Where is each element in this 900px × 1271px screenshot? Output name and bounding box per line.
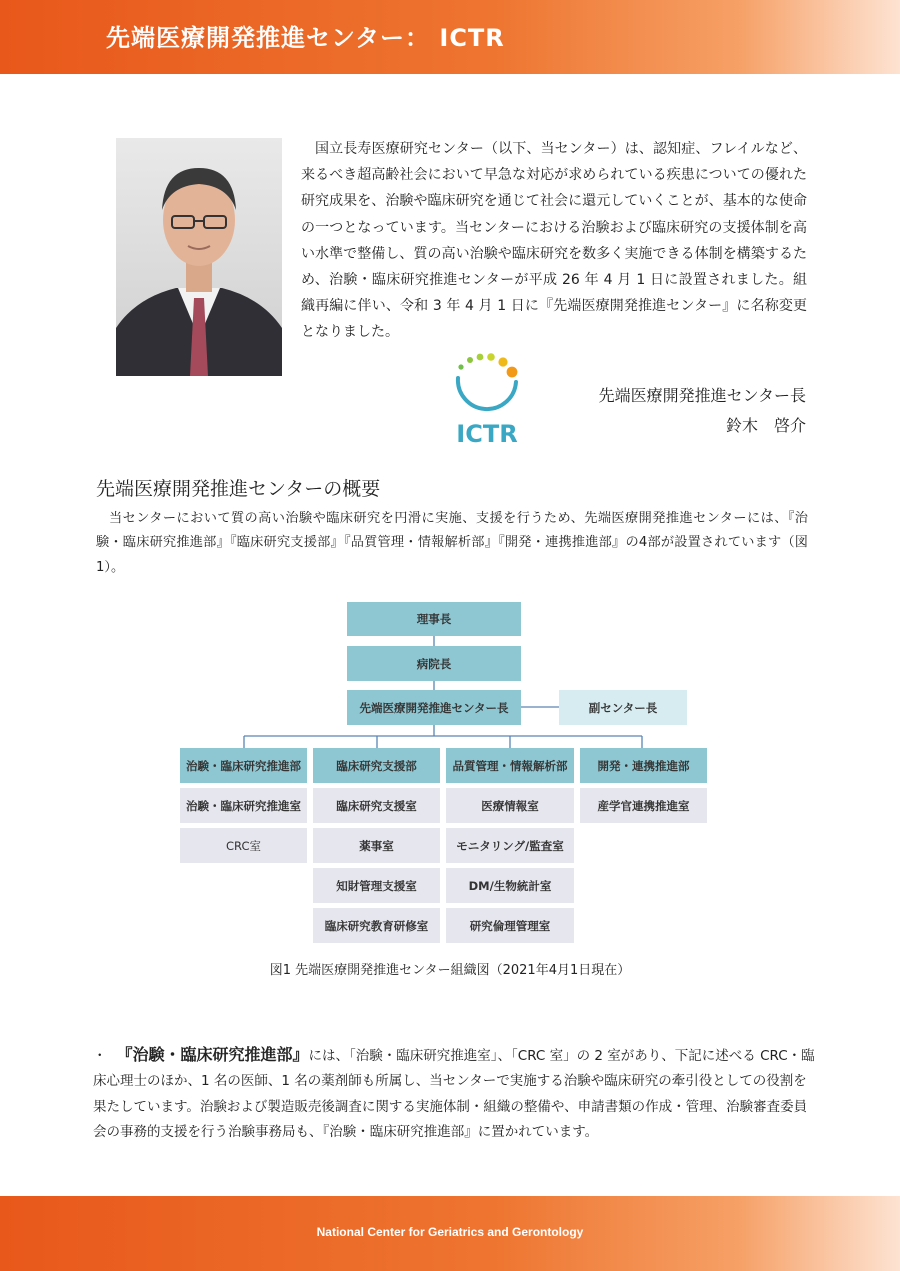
- org-unit-1-2: CRC室: [180, 828, 307, 863]
- org-unit-3-4: 研究倫理管理室: [446, 908, 574, 943]
- overview-title: 先端医療開発推進センターの概要: [96, 478, 381, 500]
- footer-text: National Center for Geriatrics and Gerontology: [316, 1225, 584, 1239]
- org-box-center-director: 先端医療開発推進センター長: [347, 690, 521, 725]
- org-chart-caption: 図1 先端医療開発推進センター組織図（2021年4月1日現在）: [269, 963, 631, 978]
- bullet-marker: ・: [93, 1048, 107, 1064]
- org-unit-2-1: 臨床研究支援室: [313, 788, 440, 823]
- org-unit-3-2: モニタリング/監査室: [446, 828, 574, 863]
- org-unit-3-3: DM/生物統計室: [446, 868, 574, 903]
- header-title: 先端医療開発推進センター： ICTR: [106, 24, 505, 52]
- org-dept-4: 開発・連携推進部: [580, 748, 707, 783]
- bullet-text: には、「治験・臨床研究推進室」、「CRC 室」の 2 室があり、下記に述べる CRC・臨床心理士のほか、1 名の医師、1 名の薬剤師も所属し、当センターで実施する治験や臨床研究の牽引役としての役割を果たしています。治験および製造販売後調査に関する実施体制・組織の整備や、申請書類の作成・管理、治験審査委員会の事務的支援を行う治験事務局も、『治験・臨床研究推進部』に置かれています。: [93, 1048, 815, 1141]
- org-unit-2-4: 臨床研究教育研修室: [313, 908, 440, 943]
- org-dept-2: 臨床研究支援部: [313, 748, 440, 783]
- org-unit-1-1: 治験・臨床研究推進室: [180, 788, 307, 823]
- overview-text: 当センターにおいて質の高い治験や臨床研究を円滑に実施、支援を行うため、先端医療開発推進センターには、『治験・臨床研究推進部』『臨床研究支援部』『品質管理・情報解析部』『開発・連携推進部』の4部が設置されています（図1）。: [96, 511, 808, 575]
- bullet-emphasis: 『治験・臨床研究推進部』: [124, 1045, 309, 1064]
- signature-title: 先端医療開発推進センター長: [598, 386, 806, 405]
- signature-name: 鈴木 啓介: [725, 416, 806, 435]
- org-dept-3: 品質管理・情報解析部: [446, 748, 574, 783]
- org-box-deputy-director: 副センター長: [559, 690, 687, 725]
- logo-text: ICTR: [456, 420, 518, 446]
- director-photo: [116, 138, 282, 376]
- org-unit-4-1: 産学官連携推進室: [580, 788, 707, 823]
- org-chart: [176, 598, 716, 948]
- ictr-logo: [448, 350, 526, 446]
- org-box-hospital-director: 病院長: [347, 646, 521, 681]
- org-dept-1: 治験・臨床研究推進部: [180, 748, 307, 783]
- page-footer: [0, 1196, 900, 1271]
- bullet-paragraph: [93, 1042, 815, 1146]
- page-header: [0, 0, 900, 74]
- org-unit-3-1: 医療情報室: [446, 788, 574, 823]
- org-unit-2-2: 薬事室: [313, 828, 440, 863]
- org-unit-2-3: 知財管理支援室: [313, 868, 440, 903]
- intro-paragraph: 国立長寿医療研究センター（以下、当センター）は、認知症、フレイルなど、来るべき超高齢社会において早急な対応が求められている疾患についての優れた研究成果を、治験や臨床研究を通じて社会に還元していくことが、基本的な使命の一つとなっています。当センターにおける治験および臨床研究の支援体制を高い水準で整備し、質の高い治験や臨床研究を数多く実施できる体制を構築するため、治験・臨床研究推進センターが平成 26 年 4 月 1 日に設置されました。組織再編に伴い、令和 3 年 4 月 1 日に『先端医療開発推進センター』に名称変更となりました。: [301, 141, 807, 341]
- org-box-chairman: 理事長: [347, 602, 521, 636]
